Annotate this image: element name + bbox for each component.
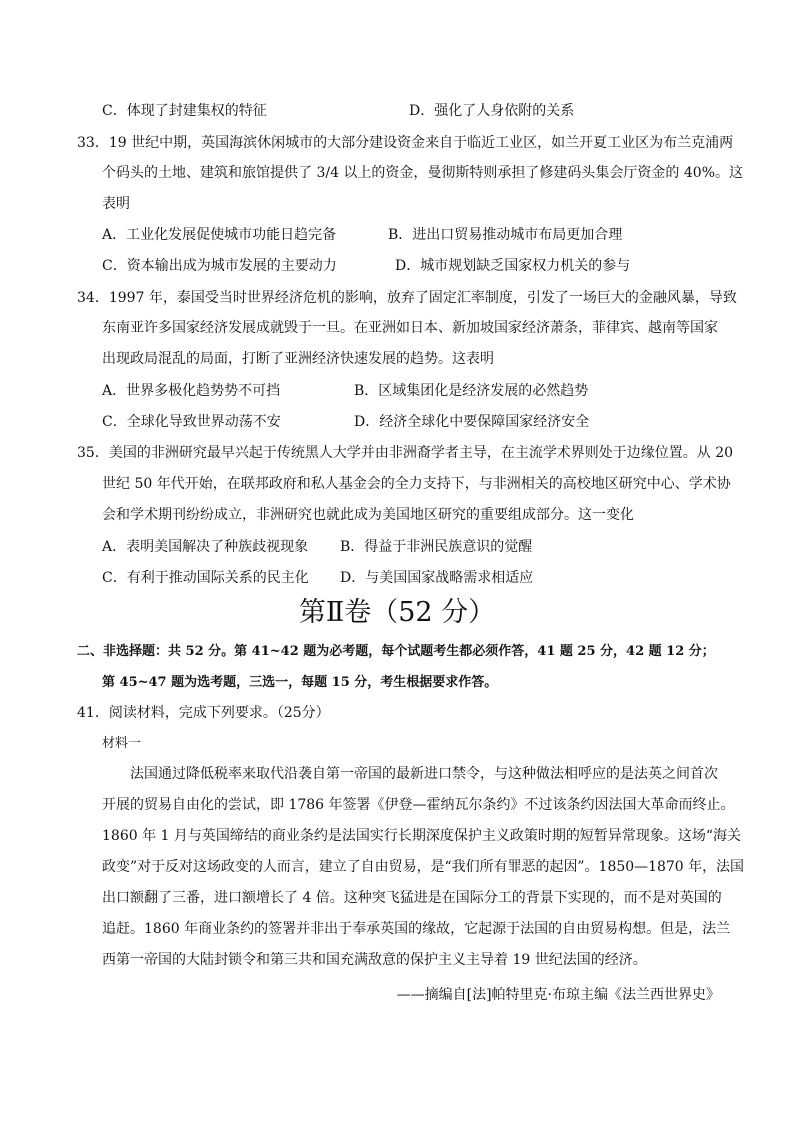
q34-option-d: D．经济全球化中要保障国家经济安全 [354,414,590,430]
material-paragraph-line-1: 法国通过降低税率来取代沿袭自第一帝国的最新进口禁令，与这种做法相呼应的是法英之间首次 [130,766,718,782]
material-paragraph-line-7: 西第一帝国的大陆封锁令和第三共和国充满敌意的保护主义主导着 19 世纪法国的经济。 [102,952,647,968]
q41-heading: 41．阅读材料，完成下列要求。（25分） [77,705,330,721]
q33-option-c: C．资本输出成为城市发展的主要动力 [102,258,337,274]
material-paragraph-line-3: 1860 年 1 月与英国缔结的商业条约是法国实行长期深度保护主义政策时期的短暂异常现象。这场“海关 [102,828,742,844]
q35-option-c: C．有利于推动国际关系的民主化 [102,570,309,586]
q32-option-d: D．强化了人身依附的关系 [409,103,575,119]
material-paragraph-line-4: 政变”对于反对这场政变的人而言，建立了自由贸易，是“我们所有罪恶的起因”。1850—1870 年，法国 [102,859,744,875]
q34-option-c: C．全球化导致世界动荡不安 [102,414,281,430]
q35-option-a: A．表明美国解决了种族歧视现象 [102,539,309,555]
q35-stem-line-1: 35．美国的非洲研究最早兴起于传统黑人大学并由非洲裔学者主导，在主流学术界则处于边缘位置。从 20 [77,445,734,461]
q35-stem-line-2: 世纪 50 年代开始，在联邦政府和私人基金会的全力支持下，与非洲相关的高校地区研究中心、学术协 [102,476,731,492]
q33-stem-line-1: 33．19 世纪中期，英国海滨休闲城市的大部分建设资金来自于临近工业区，如兰开夏工业区为布兰克浦两 [77,135,734,151]
part-two-title: 第Ⅱ卷（52 分） [298,597,496,628]
q33-option-b: B．进出口贸易推动城市布局更加合理 [388,227,623,243]
material-paragraph-line-5: 出口额翻了三番，进口额增长了 4 倍。这种突飞猛进是在国际分工的背景下实现的，而不是对英国的 [102,890,722,906]
material-paragraph-line-6: 追赶。1860 年商业条约的签署并非出于奉承英国的缘故，它起源于法国的自由贸易构想。但是，法兰 [102,921,731,937]
material-source: ——摘编自[法]帕特里克·布琼主编《法兰西世界史》 [396,987,720,1003]
q35-option-d: D．与美国国家战略需求相适应 [340,570,534,586]
part-two-instructions-line-1: 二、非选择题：共 52 分。第 41~42 题为必考题，每个试题考生都必须作答，41 题 25 分，42 题 12 分； [77,644,715,659]
q33-option-a: A．工业化发展促使城市功能日趋完备 [102,227,337,243]
q33-stem-line-3: 表明 [102,196,130,212]
q33-stem-line-2: 个码头的土地、建筑和旅馆提供了 3/4 以上的资金，曼彻斯特则承担了修建码头集会厅资金的 40%。这 [102,165,743,181]
q34-option-a: A．世界多极化趋势势不可挡 [102,383,281,399]
q35-stem-line-3: 会和学术期刊纷纷成立，非洲研究也就此成为美国地区研究的重要组成部分。这一变化 [102,507,634,523]
q34-stem-line-2: 东南亚许多国家经济发展成就毁于一旦。在亚洲如日本、新加坡国家经济萧条，菲律宾、越南等国家 [102,320,718,336]
q34-stem-line-3: 出现政局混乱的局面，打断了亚洲经济快速发展的趋势。这表明 [102,351,494,367]
q33-option-d: D．城市规划缺乏国家权力机关的参与 [395,258,631,274]
q32-option-c: C．体现了封建集权的特征 [102,103,267,119]
material-paragraph-line-2: 开展的贸易自由化的尝试，即 1786 年签署《伊登—霍纳瓦尔条约》不过该条约因法国大革命而终止。 [102,797,735,813]
q34-option-b: B．区域集团化是经济发展的必然趋势 [354,383,589,399]
material-label: 材料一 [102,736,142,751]
q35-option-b: B．得益于非洲民族意识的觉醒 [340,539,533,555]
q34-stem-line-1: 34．1997 年，泰国受当时世界经济危机的影响，放弃了固定汇率制度，引发了一场巨大的金融风暴，导致 [77,290,737,306]
part-two-instructions-line-2: 第 45~47 题为选考题，三选一，每题 15 分，考生根据要求作答。 [102,675,498,690]
